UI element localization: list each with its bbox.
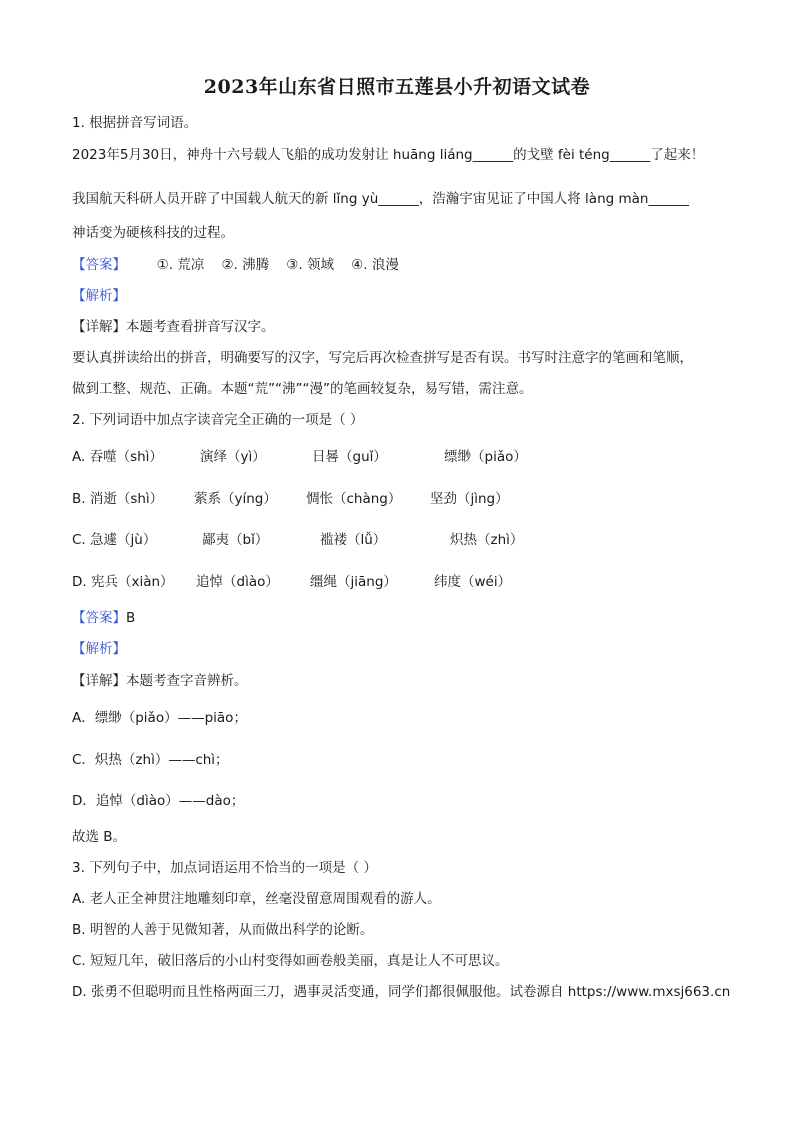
q1-line2: 我国航天科研人员开辟了中国载人航天的新 lǐng yù______，浩瀚宇宙见证了中国人将 làng màn______ — [72, 191, 689, 207]
option-term: B. 消逝（shì） — [72, 491, 164, 507]
option-term: 缰绳（jiāng） — [310, 574, 397, 590]
q1-line1: 2023年5月30日，神舟十六号载人飞船的成功发射让 huāng liáng______的戈壁 fèi téng______了起来！ — [72, 147, 705, 163]
option-term: 炽热（zhì） — [450, 532, 524, 548]
q2-stem: 2. 下列词语中加点字读音完全正确的一项是（ ） — [72, 412, 364, 428]
q3-option-c: C. 短短几年，破旧落后的小山村变得如画卷般美丽，真是让人不可思议。 — [72, 953, 509, 969]
option-term: 缥缈（piǎo） — [444, 449, 527, 465]
option-term: D. 宪兵（xiàn） — [72, 574, 174, 590]
q1-explain-2: 做到工整、规范、正确。本题“荒”“沸”“漫”的笔画较复杂，易写错，需注意。 — [72, 381, 533, 397]
q3-option-a: A. 老人正全神贯注地雕刻印章，丝毫没留意周围观看的游人。 — [72, 891, 441, 907]
q2-detail: 【详解】本题考查字音辨析。 — [72, 673, 248, 689]
option-term: 褴褛（lǚ） — [320, 532, 387, 548]
option-term: 日晷（guǐ） — [312, 449, 387, 465]
q1-answer-row — [72, 256, 734, 274]
page-title: 2023年山东省日照市五莲县小升初语文试卷 — [203, 76, 591, 98]
q2-option-c — [72, 531, 734, 549]
q2-option-b — [72, 490, 734, 508]
q3-stem: 3. 下列句子中，加点词语运用不恰当的一项是（ ） — [72, 860, 377, 876]
q3-option-d: D. 张勇不但聪明而且性格两面三刀，遇事灵活变通，同学们都很佩服他。试卷源自 https://www.mxsj663.cn — [72, 984, 731, 1000]
q1-line3: 神话变为硬核科技的过程。 — [72, 225, 234, 241]
q1-detail: 【详解】本题考查看拼音写汉字。 — [72, 319, 275, 335]
option-term: 演绎（yì） — [200, 449, 266, 465]
option-term: 鄙夷（bǐ） — [202, 532, 269, 548]
answer-label: 【答案】 — [72, 257, 126, 273]
q2-fix-c: C．炽热（zhì）——chì； — [72, 752, 229, 768]
q2-fix-d: D．追悼（dìào）——dào； — [72, 793, 245, 809]
q2-answer-row — [72, 609, 734, 627]
q3-option-b: B. 明智的人善于见微知著，从而做出科学的论断。 — [72, 922, 374, 938]
option-term: 追悼（dìào） — [196, 574, 279, 590]
option-term: 坚劲（jìng） — [430, 491, 509, 507]
option-term: 纬度（wéi） — [434, 574, 512, 590]
q1-explain-1: 要认真拼读给出的拼音，明确要写的汉字，写完后再次检查拼写是否有误。书写时注意字的笔画和笔顺， — [72, 350, 693, 366]
q2-conclusion: 故选 B。 — [72, 829, 127, 845]
q1-stem: 1. 根据拼音写词语。 — [72, 115, 198, 131]
q2-option-d — [72, 573, 734, 591]
answer-label: 【答案】 — [72, 610, 126, 626]
option-term: 惆怅（chàng） — [306, 491, 402, 507]
analysis-label: 【解析】 — [72, 641, 126, 657]
option-term: A. 吞噬（shì） — [72, 449, 163, 465]
q2-fix-a: A．缥缈（piǎo）——piāo； — [72, 710, 247, 726]
option-term: C. 急遽（jù） — [72, 532, 157, 548]
q2-answer: B — [126, 610, 136, 626]
option-term: 萦系（yíng） — [194, 491, 277, 507]
q1-answer: ①. 荒凉 ②. 沸腾 ③. 领域 ④. 浪漫 — [156, 257, 399, 273]
analysis-label: 【解析】 — [72, 288, 126, 304]
q2-option-a — [72, 448, 734, 466]
